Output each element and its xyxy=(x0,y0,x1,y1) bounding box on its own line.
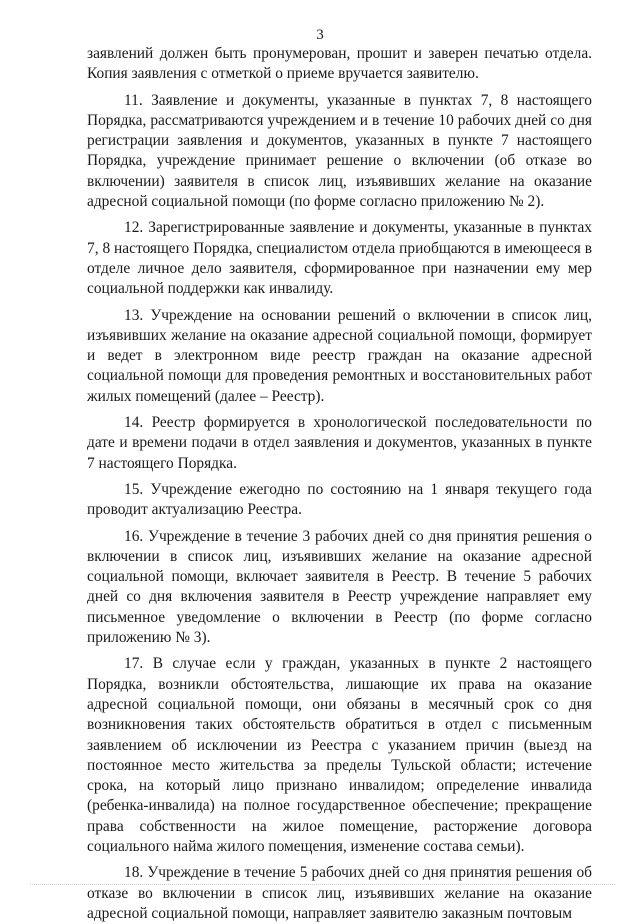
paragraph-17: 17. В случае если у граждан, указанных в пункте 2 настоящего Порядка, возникли обстоятельства, лишающие их права на оказание адресной социальной помощи, они обязаны в месячный срок со дня возникновения таких обстоятельств обратиться в отдел с письменным заявлением об исключении из Реестра с указанием причин (выезд на постоянное место жительства за пределы Тульской области; истечение срока, на который лицо признано инвалидом; определение инвалида (ребенка-инвалида) на полное государственное обеспечение; прекращение права собственности на жилое помещение, расторжение договора социального найма жилого помещения, изменение состава семьи). xyxy=(87,655,592,855)
scan-artifact-line xyxy=(30,884,615,885)
paragraph-16: 16. Учреждение в течение 3 рабочих дней со дня принятия решения о включении в список лиц, изъявивших желание на оказание адресной социальной помощи, включает заявителя в Реестр. В течение 5 рабочих дней со дня включения заявителя в Реестр учреждение направляет ему письменное уведомление о включении в Реестр (по форме согласно приложению № 3). xyxy=(87,527,592,647)
paragraph-14: 14. Реестр формируется в хронологической последовательности по дате и времени подачи в отдел заявления и документов, указанных в пункте 7 настоящего Порядка. xyxy=(87,414,592,472)
paragraph-18: 18. Учреждение в течение 5 рабочих дней со дня принятия решения об отказе во включении в список лиц, изъявивших желание на оказание адресной социальной помощи, направляет заявителю заказным почтовым xyxy=(87,864,592,922)
document-body xyxy=(87,44,592,924)
page-number: 3 xyxy=(316,27,324,43)
paragraph-12: 12. Зарегистрированные заявление и документы, указанные в пунктах 7, 8 настоящего Порядка, специалистом отдела приобщаются в имеющееся в отделе личное дело заявителя, сформированное при назначении ему мер социальной поддержки как инвалиду. xyxy=(87,219,592,298)
paragraph-11: 11. Заявление и документы, указанные в пунктах 7, 8 настоящего Порядка, рассматриваются учреждением и в течение 10 рабочих дней со дня регистрации заявления и документов, указанных в пункте 7 настоящего Порядка, учреждение принимает решение о включении (об отказе во включении) заявителя в список лиц, изъявивших желание на оказание адресной социальной помощи (по форме согласно приложению № 2). xyxy=(87,91,592,211)
paragraph-13: 13. Учреждение на основании решений о включении в список лиц, изъявивших желание на оказание адресной социальной помощи, формирует и ведет в электронном виде реестр граждан на оказание адресной социальной помощи для проведения ремонтных и восстановительных работ жилых помещений (далее – Реестр). xyxy=(87,306,592,405)
paragraph-10-continuation: заявлений должен быть пронумерован, прошит и заверен печатью отдела. Копия заявления с отметкой о приеме вручается заявителю. xyxy=(87,45,592,83)
paragraph-15: 15. Учреждение ежегодно по состоянию на 1 января текущего года проводит актуализацию Реестра. xyxy=(87,480,592,519)
